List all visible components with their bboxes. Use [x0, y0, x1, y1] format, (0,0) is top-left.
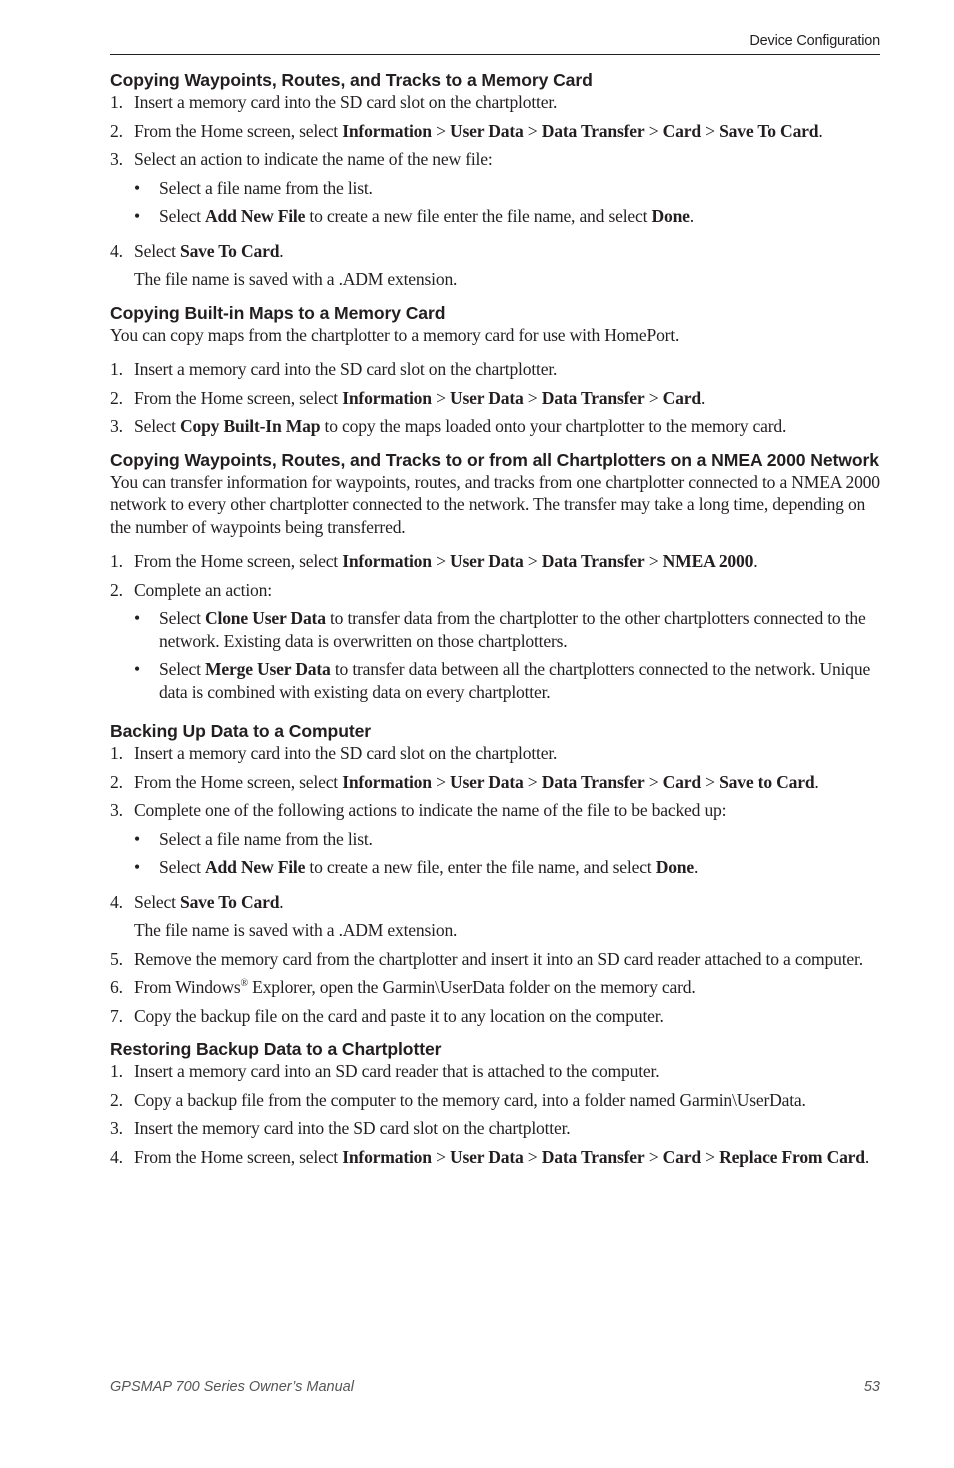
- step-item: 3. Select an action to indicate the name of the new file: • Select a file name from the list. • Select Add New File to create a new file enter the file name, and select Done.: [110, 148, 890, 234]
- step-item: 6. From Windows® Explorer, open the Garmin\UserData folder on the memory card.: [110, 977, 696, 997]
- bullet-item: • Select Add New File to create a new file enter the file name, and select Done.: [134, 206, 694, 226]
- step-item: 3. Complete one of the following actions to indicate the name of the file to be backed up: • Select a file name from the list. • Select Add New File to create a new file, enter the file name, and select Done.: [110, 799, 890, 885]
- section-intro: You can copy maps from the chartplotter to a memory card for use with HomePort.: [110, 324, 680, 345]
- bullet-item: • Select Clone User Data to transfer data from the chartplotter to the other chartplotters connected to the network. Existing data is overwritten on those chartplotters.: [134, 608, 866, 651]
- page-header: [110, 0, 880, 55]
- step-item: 4. From the Home screen, select Information > User Data > Data Transfer > Card > Replace From Card.: [110, 1146, 870, 1167]
- step-list: [110, 742, 890, 1027]
- section-heading: Restoring Backup Data to a Chartplotter: [110, 1039, 442, 1059]
- section-nmea-transfer: [110, 449, 890, 710]
- step-list: [110, 91, 890, 291]
- step-list: [110, 358, 890, 438]
- section-intro: You can transfer information for waypoints, routes, and tracks from one chartplotter connected to a NMEA 2000 network to every other chartplotter connected to the network. The transfer may take a long time, depending on the number of waypoints being transferred.: [110, 471, 880, 537]
- bullet-list: [134, 828, 890, 879]
- step-item: 2. From the Home screen, select Information > User Data > Data Transfer > Card.: [110, 387, 706, 408]
- bullet-item: • Select a file name from the list.: [134, 177, 373, 198]
- step-item: 4. Select Save To Card. The file name is saved with a .ADM extension.: [110, 240, 890, 291]
- step-item: 2. From the Home screen, select Information > User Data > Data Transfer > Card > Save to Card.: [110, 771, 819, 792]
- step-item: 2. Complete an action: • Select Clone User Data to transfer data from the chartplotter to the other chartplotters connected to the network. Existing data is overwritten on those chartplotters. • Select Merge User Data to transfer data between all the chartplotters connected to the network. Unique data is combined with existing data on every chartplotter.: [110, 579, 890, 710]
- section-heading: Copying Waypoints, Routes, and Tracks to a Memory Card: [110, 70, 593, 90]
- step-note: The file name is saved with a .ADM extension.: [134, 920, 458, 940]
- step-list: [110, 550, 890, 709]
- header-title: Device Configuration: [749, 33, 880, 49]
- step-item: 7. Copy the backup file on the card and paste it to any location on the computer.: [110, 1005, 664, 1026]
- section-copy-waypoints-card: [110, 69, 890, 291]
- bullet-list: [134, 607, 890, 703]
- bullet-item: • Select Merge User Data to transfer data between all the chartplotters connected to the network. Unique data is combined with existing data on every chartplotter.: [134, 659, 871, 702]
- section-restore-backup: [110, 1038, 890, 1168]
- section-copy-maps-card: [110, 302, 890, 438]
- step-note: The file name is saved with a .ADM extension.: [134, 269, 458, 289]
- section-heading: Copying Built-in Maps to a Memory Card: [110, 302, 446, 323]
- page-content: [110, 69, 890, 1174]
- step-item: 3. Insert the memory card into the SD card slot on the chartplotter.: [110, 1118, 571, 1138]
- step-item: 1. Insert a memory card into the SD card slot on the chartplotter.: [110, 92, 558, 112]
- step-item: 2. From the Home screen, select Information > User Data > Data Transfer > Card > Save To Card.: [110, 120, 823, 141]
- step-item: 5. Remove the memory card from the chartplotter and insert it into an SD card reader attached to a computer.: [110, 948, 863, 969]
- footer-manual-title: GPSMAP 700 Series Owner’s Manual: [110, 1379, 354, 1395]
- section-backup-computer: [110, 720, 890, 1027]
- bullet-item: • Select Add New File to create a new file, enter the file name, and select Done.: [134, 857, 699, 877]
- section-heading: Copying Waypoints, Routes, and Tracks to or from all Chartplotters on a NMEA 2000 Network: [110, 449, 879, 470]
- step-item: 1. Insert a memory card into an SD card reader that is attached to the computer.: [110, 1061, 660, 1081]
- step-list: [110, 1060, 890, 1168]
- step-item: 1. From the Home screen, select Information > User Data > Data Transfer > NMEA 2000.: [110, 551, 758, 571]
- step-item: 3. Select Copy Built-In Map to copy the maps loaded onto your chartplotter to the memory card.: [110, 416, 787, 436]
- step-item: 4. Select Save To Card. The file name is saved with a .ADM extension.: [110, 891, 890, 942]
- step-item: 1. Insert a memory card into the SD card slot on the chartplotter.: [110, 743, 558, 763]
- footer-page-number: 53: [863, 1379, 880, 1395]
- step-item: 1. Insert a memory card into the SD card slot on the chartplotter.: [110, 359, 558, 379]
- bullet-item: • Select a file name from the list.: [134, 828, 373, 849]
- section-heading: Backing Up Data to a Computer: [110, 721, 372, 741]
- step-item: 2. Copy a backup file from the computer to the memory card, into a folder named Garmin\UserData.: [110, 1089, 806, 1110]
- bullet-list: [134, 177, 890, 228]
